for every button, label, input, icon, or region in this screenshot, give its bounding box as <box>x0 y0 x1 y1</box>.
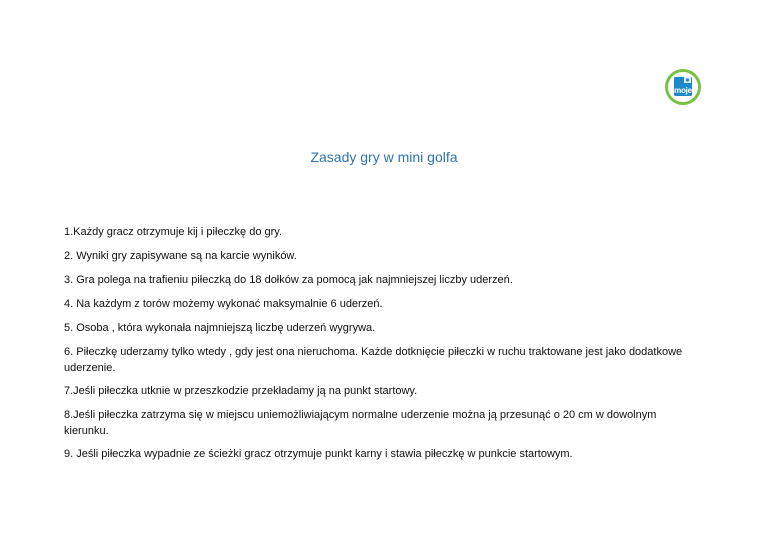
logo-text: moje <box>674 86 692 95</box>
rule-item: 9. Jeśli piłeczka wypadnie ze ścieżki gracz otrzymuje punkt karny i stawia piłeczkę w punkcie startowym. <box>64 448 573 460</box>
rules-list <box>64 224 704 462</box>
rule-item: 4. Na każdym z torów możemy wykonać maksymalnie 6 uderzeń. <box>64 298 383 310</box>
rule-item: 7.Jeśli piłeczka utknie w przeszkodzie przekładamy ją na punkt startowy. <box>64 385 418 397</box>
logo <box>664 68 702 106</box>
rule-item: 6. Piłeczkę uderzamy tylko wtedy , gdy jest ona nieruchoma. Każde dotknięcie piłeczki w ruchu traktowane jest jako dodatkowe uderzenie. <box>64 346 683 374</box>
rule-item: 2. Wyniki gry zapisywane są na karcie wyników. <box>64 250 297 262</box>
rule-item: 5. Osoba , która wykonała najmniejszą liczbę uderzeń wygrywa. <box>64 322 376 334</box>
document-title: Zasady gry w mini golfa <box>310 149 458 165</box>
rule-item: 8.Jeśli piłeczka zatrzyma się w miejscu uniemożliwiającym normalne uderzenie można ją przesunąć o 20 cm w dowolnym kierunku. <box>64 409 657 437</box>
rule-item: 1.Każdy gracz otrzymuje kij i piłeczkę do gry. <box>64 226 283 238</box>
rule-item: 3. Gra polega na trafieniu piłeczką do 18 dołków za pomocą jak najmniejszej liczby uderzeń. <box>64 274 513 286</box>
